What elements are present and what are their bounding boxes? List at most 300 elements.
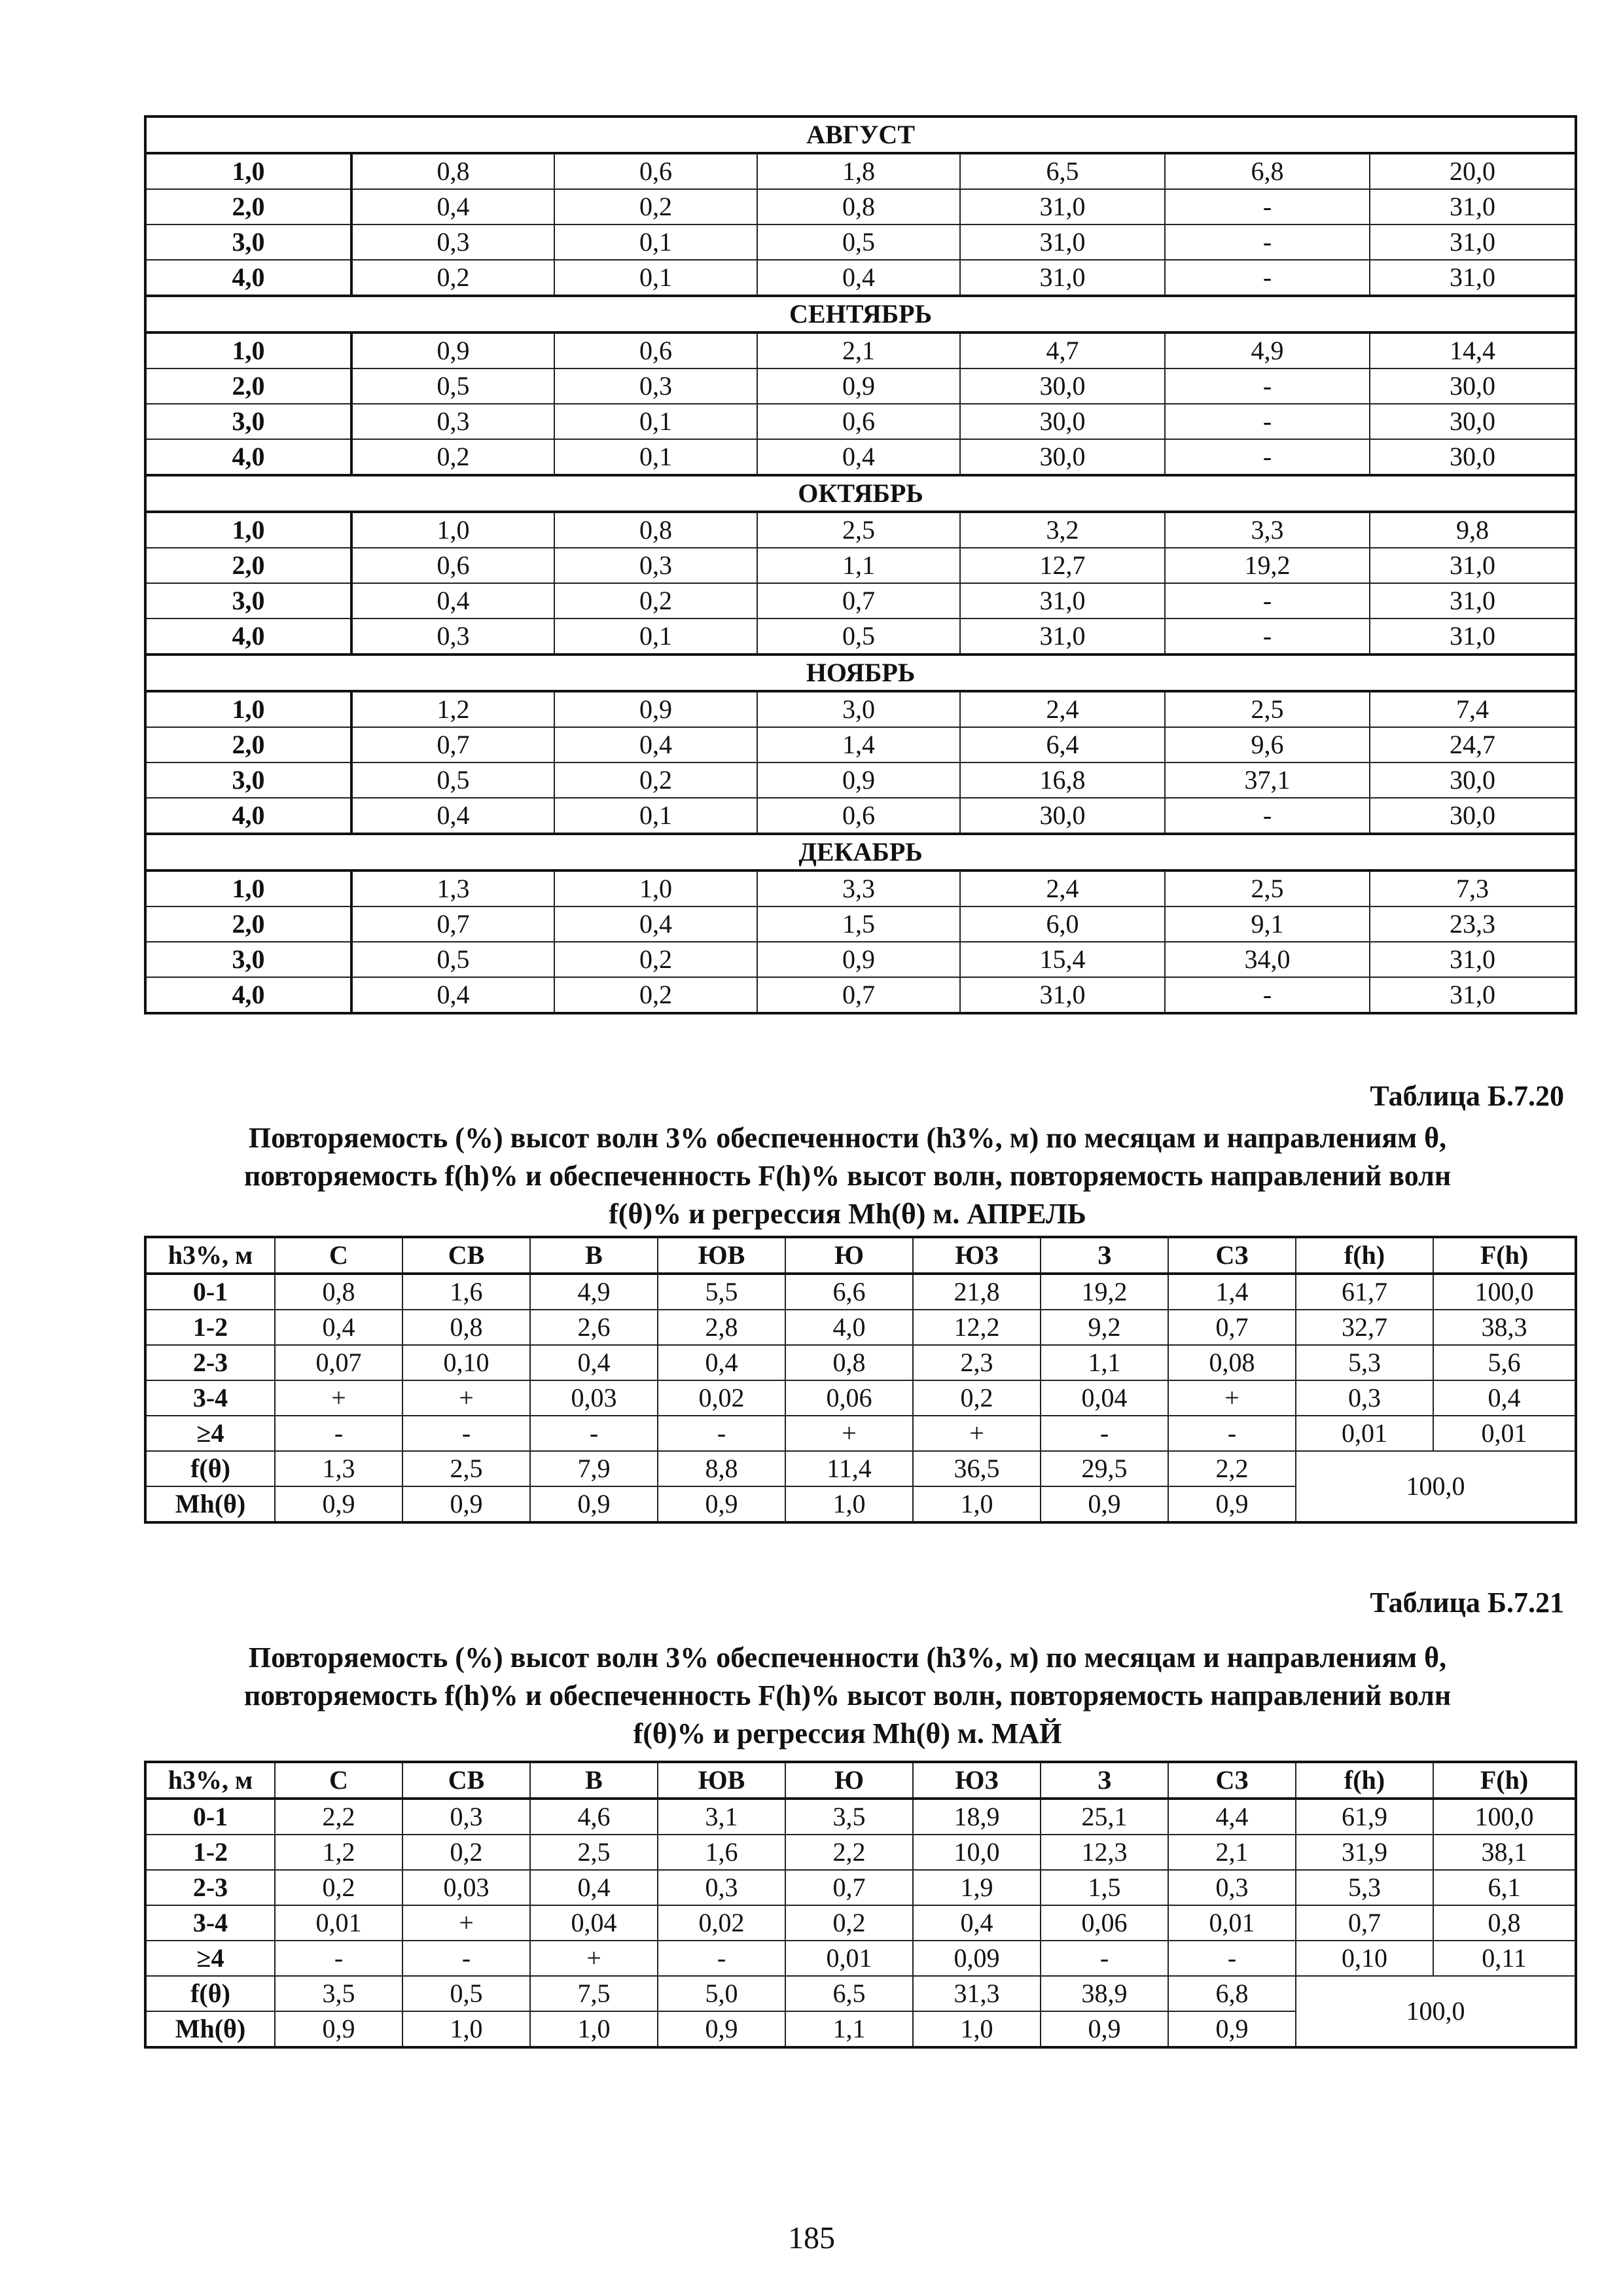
table-cell: 31,9: [1296, 1835, 1433, 1870]
table-cell: -: [1165, 224, 1370, 260]
table-cell: 1,0: [785, 1486, 913, 1522]
table-cell: 0,4: [275, 1310, 402, 1345]
table-cell: 0,8: [1433, 1905, 1576, 1941]
table-cell: 36,5: [913, 1451, 1041, 1486]
table-cell: 4,7: [960, 332, 1165, 368]
column-header: ЮВ: [658, 1237, 785, 1274]
table-cell: 5,6: [1433, 1345, 1576, 1380]
table-cell: 18,9: [913, 1799, 1041, 1835]
monthly-wave-table: [144, 115, 1577, 1014]
table-title-720-line2: повторяемость f(h)% и обеспеченность F(h)% высот волн, повторяемость направлений волн: [243, 1160, 1452, 1192]
table-title-720-line1: Повторяемость (%) высот волн 3% обеспеченности (h3%, м) по месяцам и направлениям θ,: [248, 1122, 1447, 1154]
table-cell: 38,1: [1433, 1835, 1576, 1870]
wave-table-april: [144, 1236, 1577, 1524]
table-cell: 1,2: [275, 1835, 402, 1870]
table-cell: 0,02: [658, 1380, 785, 1416]
table-cell: 0,5: [757, 619, 960, 655]
table-cell: 12,7: [960, 548, 1165, 583]
table-cell: 2,1: [757, 332, 960, 368]
table-cell: 1,8: [757, 153, 960, 189]
table-number-721: Таблица Б.7.21: [1370, 1587, 1564, 1619]
table-cell: 0,9: [351, 332, 554, 368]
table-cell: 30,0: [1370, 404, 1576, 439]
table-cell: +: [402, 1380, 530, 1416]
table-cell: 1,0: [145, 153, 351, 189]
table-cell: 30,0: [960, 798, 1165, 834]
table-cell: 1,0: [913, 1486, 1041, 1522]
table-cell: 0,2: [554, 583, 757, 619]
table-row: [145, 224, 1576, 260]
table-cell: -: [1165, 260, 1370, 296]
row-header: 2-3: [145, 1345, 275, 1380]
table-row: [145, 512, 1576, 548]
table-cell: 4,0: [785, 1310, 913, 1345]
table-cell: 31,0: [960, 583, 1165, 619]
table-cell: 0,06: [1041, 1905, 1168, 1941]
table-cell: 2,0: [145, 368, 351, 404]
total-cell: 100,0: [1296, 1451, 1576, 1522]
table-cell: 31,0: [1370, 548, 1576, 583]
table-cell: 1,1: [1041, 1345, 1168, 1380]
table-row: [145, 977, 1576, 1013]
table-cell: 0,2: [554, 977, 757, 1013]
column-header: СЗ: [1168, 1237, 1296, 1274]
column-header: СВ: [402, 1237, 530, 1274]
column-header: В: [530, 1237, 658, 1274]
table-cell: 0,3: [658, 1870, 785, 1905]
table-cell: -: [275, 1941, 402, 1976]
table-cell: 0,1: [554, 798, 757, 834]
table-title-721-line3: f(θ)% и регрессия Mh(θ) м. МАЙ: [633, 1717, 1062, 1749]
table-cell: 1,3: [275, 1451, 402, 1486]
table-row: [145, 1870, 1576, 1905]
table-cell: 5,5: [658, 1274, 785, 1310]
header-row: [145, 1762, 1576, 1799]
table-cell: 23,3: [1370, 906, 1576, 942]
table-cell: 4,0: [145, 798, 351, 834]
table-cell: 31,3: [913, 1976, 1041, 2011]
column-header: В: [530, 1762, 658, 1799]
table-cell: 0,2: [554, 189, 757, 224]
table-cell: 0,1: [554, 619, 757, 655]
table-cell: 0,2: [554, 762, 757, 798]
table-cell: 0,2: [785, 1905, 913, 1941]
table-cell: 32,7: [1296, 1310, 1433, 1345]
table-cell: 0,01: [1296, 1416, 1433, 1451]
table-row: [145, 691, 1576, 727]
month-title: АВГУСТ: [145, 117, 1576, 153]
table-cell: 0,9: [658, 2011, 785, 2047]
table-cell: 0,9: [757, 762, 960, 798]
table-cell: 9,8: [1370, 512, 1576, 548]
table-cell: 0,02: [658, 1905, 785, 1941]
table-cell: 3,0: [145, 404, 351, 439]
table-cell: 1,4: [1168, 1274, 1296, 1310]
table-cell: 0,01: [275, 1905, 402, 1941]
table-cell: 1,0: [554, 870, 757, 906]
table-cell: 4,6: [530, 1799, 658, 1835]
table-row: [145, 1380, 1576, 1416]
table-cell: 0,1: [554, 224, 757, 260]
table-cell: 8,8: [658, 1451, 785, 1486]
table-cell: 0,9: [1168, 2011, 1296, 2047]
column-header: ЮВ: [658, 1762, 785, 1799]
table-cell: 31,0: [960, 224, 1165, 260]
table-cell: 1,6: [402, 1274, 530, 1310]
table-cell: 0,4: [658, 1345, 785, 1380]
table-cell: 31,0: [1370, 224, 1576, 260]
table-cell: 24,7: [1370, 727, 1576, 762]
table-cell: 0,1: [554, 404, 757, 439]
table-cell: +: [913, 1416, 1041, 1451]
table-cell: -: [1168, 1416, 1296, 1451]
table-cell: 1,0: [145, 691, 351, 727]
table-cell: 5,3: [1296, 1345, 1433, 1380]
page-number: 185: [788, 2221, 835, 2255]
table-cell: 6,8: [1168, 1976, 1296, 2011]
table-cell: 0,3: [402, 1799, 530, 1835]
table-row: [145, 619, 1576, 655]
table-cell: 0,5: [351, 942, 554, 977]
table-cell: 12,2: [913, 1310, 1041, 1345]
row-header: Mh(θ): [145, 2011, 275, 2047]
table-cell: 11,4: [785, 1451, 913, 1486]
table-cell: 1,0: [145, 332, 351, 368]
table-cell: 0,7: [785, 1870, 913, 1905]
table-cell: 15,4: [960, 942, 1165, 977]
table-cell: 2,0: [145, 906, 351, 942]
table-number-720: Таблица Б.7.20: [1370, 1080, 1564, 1112]
table-cell: 61,9: [1296, 1799, 1433, 1835]
table-cell: 0,8: [757, 189, 960, 224]
table-cell: 0,07: [275, 1345, 402, 1380]
table-cell: 19,2: [1165, 548, 1370, 583]
table-cell: 0,4: [757, 439, 960, 475]
column-header: Ю: [785, 1762, 913, 1799]
table-row: [145, 1835, 1576, 1870]
month-header-row: [145, 834, 1576, 870]
table-cell: 2,5: [1165, 870, 1370, 906]
table-cell: 1,0: [530, 2011, 658, 2047]
table-cell: 0,10: [1296, 1941, 1433, 1976]
row-header: 0-1: [145, 1799, 275, 1835]
row-header: 3-4: [145, 1905, 275, 1941]
table-cell: 0,2: [275, 1870, 402, 1905]
table-cell: 3,0: [757, 691, 960, 727]
table-cell: 0,2: [351, 439, 554, 475]
table-cell: 2,2: [785, 1835, 913, 1870]
table-cell: 2,1: [1168, 1835, 1296, 1870]
table-cell: 0,3: [351, 404, 554, 439]
table-cell: 0,4: [351, 977, 554, 1013]
table-cell: 3,0: [145, 583, 351, 619]
table-cell: 1,4: [757, 727, 960, 762]
table-cell: 0,2: [402, 1835, 530, 1870]
table-cell: 0,8: [402, 1310, 530, 1345]
table-cell: 0,4: [913, 1905, 1041, 1941]
table-cell: -: [1165, 619, 1370, 655]
table-cell: 31,0: [1370, 619, 1576, 655]
table-cell: 4,0: [145, 260, 351, 296]
table-cell: 9,1: [1165, 906, 1370, 942]
table-cell: 1,3: [351, 870, 554, 906]
column-header: F(h): [1433, 1762, 1576, 1799]
table-cell: 0,6: [757, 404, 960, 439]
table-cell: 1,0: [351, 512, 554, 548]
table-cell: 0,03: [402, 1870, 530, 1905]
table-cell: 0,6: [351, 548, 554, 583]
table-row: [145, 1905, 1576, 1941]
column-header: Ю: [785, 1237, 913, 1274]
table-cell: -: [1165, 977, 1370, 1013]
table-row: [145, 870, 1576, 906]
table-cell: 0,2: [351, 260, 554, 296]
column-header: С: [275, 1762, 402, 1799]
table-cell: 31,0: [1370, 942, 1576, 977]
table-cell: 0,6: [554, 153, 757, 189]
table-cell: 0,04: [530, 1905, 658, 1941]
table-cell: -: [402, 1416, 530, 1451]
table-row: [145, 1274, 1576, 1310]
table-cell: 0,7: [351, 727, 554, 762]
table-cell: 1,0: [145, 512, 351, 548]
table-title-720-line3: f(θ)% и регрессия Mh(θ) м. АПРЕЛЬ: [609, 1198, 1086, 1230]
table-cell: 25,1: [1041, 1799, 1168, 1835]
table-cell: 29,5: [1041, 1451, 1168, 1486]
total-cell: 100,0: [1296, 1976, 1576, 2047]
table-cell: 34,0: [1165, 942, 1370, 977]
table-row: [145, 153, 1576, 189]
table-cell: -: [1165, 368, 1370, 404]
table-cell: 9,6: [1165, 727, 1370, 762]
row-header: 3-4: [145, 1380, 275, 1416]
table-cell: 6,4: [960, 727, 1165, 762]
table-cell: 30,0: [960, 439, 1165, 475]
table-cell: 31,0: [960, 619, 1165, 655]
table-cell: 2,5: [530, 1835, 658, 1870]
table-cell: 0,4: [530, 1870, 658, 1905]
table-row: [145, 332, 1576, 368]
row-header: f(θ): [145, 1451, 275, 1486]
table-cell: 0,4: [554, 727, 757, 762]
table-cell: 21,8: [913, 1274, 1041, 1310]
table-row: [145, 189, 1576, 224]
table-row: [145, 1941, 1576, 1976]
table-cell: 2,8: [658, 1310, 785, 1345]
f-theta-row: [145, 1451, 1576, 1486]
table-cell: +: [402, 1905, 530, 1941]
table-cell: 7,3: [1370, 870, 1576, 906]
table-cell: 7,5: [530, 1976, 658, 2011]
table-cell: 3,1: [658, 1799, 785, 1835]
column-header: С: [275, 1237, 402, 1274]
table-cell: 0,4: [351, 798, 554, 834]
table-row: [145, 260, 1576, 296]
table-cell: 0,4: [1433, 1380, 1576, 1416]
table-cell: 0,06: [785, 1380, 913, 1416]
table-row: [145, 1416, 1576, 1451]
table-cell: +: [275, 1380, 402, 1416]
table-cell: 37,1: [1165, 762, 1370, 798]
table-cell: 30,0: [1370, 798, 1576, 834]
table-cell: 0,3: [554, 548, 757, 583]
row-header: Mh(θ): [145, 1486, 275, 1522]
table-cell: 100,0: [1433, 1799, 1576, 1835]
table-cell: +: [785, 1416, 913, 1451]
table-cell: 6,6: [785, 1274, 913, 1310]
table-cell: 4,0: [145, 619, 351, 655]
table-cell: 4,9: [530, 1274, 658, 1310]
table-cell: 0,9: [757, 368, 960, 404]
table-cell: 1,0: [402, 2011, 530, 2047]
table-cell: 0,5: [351, 762, 554, 798]
table-cell: +: [1168, 1380, 1296, 1416]
table-cell: 2,0: [145, 727, 351, 762]
table-cell: 0,7: [351, 906, 554, 942]
table-cell: 3,2: [960, 512, 1165, 548]
column-header: СЗ: [1168, 1762, 1296, 1799]
table-cell: -: [1165, 798, 1370, 834]
table-cell: 3,5: [785, 1799, 913, 1835]
column-header: З: [1041, 1237, 1168, 1274]
table-cell: 30,0: [1370, 439, 1576, 475]
month-header-row: [145, 296, 1576, 332]
table-cell: 31,0: [1370, 260, 1576, 296]
table-cell: 61,7: [1296, 1274, 1433, 1310]
table-cell: 0,01: [1433, 1416, 1576, 1451]
table-row: [145, 548, 1576, 583]
table-cell: 0,4: [530, 1345, 658, 1380]
table-cell: 0,4: [351, 189, 554, 224]
table-cell: 2,0: [145, 189, 351, 224]
table-cell: 0,7: [757, 977, 960, 1013]
table-cell: 5,0: [658, 1976, 785, 2011]
table-cell: 2,6: [530, 1310, 658, 1345]
table-cell: 0,3: [351, 224, 554, 260]
table-cell: 0,4: [757, 260, 960, 296]
table-cell: 0,7: [1296, 1905, 1433, 1941]
table-cell: 0,03: [530, 1380, 658, 1416]
row-header: 1-2: [145, 1310, 275, 1345]
table-cell: 0,4: [554, 906, 757, 942]
table-row: [145, 583, 1576, 619]
table-cell: 6,0: [960, 906, 1165, 942]
table-row: [145, 727, 1576, 762]
table-cell: 2,2: [1168, 1451, 1296, 1486]
row-header: f(θ): [145, 1976, 275, 2011]
table-cell: 0,4: [351, 583, 554, 619]
table-cell: 31,0: [960, 260, 1165, 296]
table-cell: 9,2: [1041, 1310, 1168, 1345]
table-cell: 2,0: [145, 548, 351, 583]
table-cell: 0,9: [1041, 2011, 1168, 2047]
table-row: [145, 368, 1576, 404]
column-header: f(h): [1296, 1762, 1433, 1799]
table-cell: 0,6: [757, 798, 960, 834]
table-cell: 30,0: [960, 404, 1165, 439]
table-cell: 31,0: [1370, 977, 1576, 1013]
month-header-row: [145, 655, 1576, 691]
table-cell: 0,9: [1168, 1486, 1296, 1522]
table-cell: 6,5: [785, 1976, 913, 2011]
column-header: h3%, м: [145, 1762, 275, 1799]
table-cell: 6,8: [1165, 153, 1370, 189]
row-header: ≥4: [145, 1941, 275, 1976]
table-cell: 0,04: [1041, 1380, 1168, 1416]
table-cell: -: [1168, 1941, 1296, 1976]
table-cell: 0,3: [351, 619, 554, 655]
month-title: СЕНТЯБРЬ: [145, 296, 1576, 332]
table-row: [145, 1345, 1576, 1380]
table-row: [145, 404, 1576, 439]
row-header: 0-1: [145, 1274, 275, 1310]
table-cell: 3,0: [145, 762, 351, 798]
table-cell: 0,01: [785, 1941, 913, 1976]
table-cell: 0,8: [275, 1274, 402, 1310]
table-cell: 0,5: [402, 1976, 530, 2011]
table-cell: 3,3: [1165, 512, 1370, 548]
table-cell: 0,3: [1296, 1380, 1433, 1416]
table-cell: 2,3: [913, 1345, 1041, 1380]
table-cell: 6,5: [960, 153, 1165, 189]
table-cell: 0,7: [1168, 1310, 1296, 1345]
month-header-row: [145, 117, 1576, 153]
table-cell: 16,8: [960, 762, 1165, 798]
table-cell: 2,5: [757, 512, 960, 548]
table-cell: -: [1165, 189, 1370, 224]
table-cell: 4,0: [145, 439, 351, 475]
table-cell: 31,0: [1370, 583, 1576, 619]
row-header: ≥4: [145, 1416, 275, 1451]
table-cell: 0,9: [658, 1486, 785, 1522]
table-cell: 0,3: [1168, 1870, 1296, 1905]
table-cell: 19,2: [1041, 1274, 1168, 1310]
table-cell: 0,01: [1168, 1905, 1296, 1941]
table-cell: -: [1041, 1416, 1168, 1451]
table-cell: 0,9: [1041, 1486, 1168, 1522]
row-header: 1-2: [145, 1835, 275, 1870]
table-cell: 38,9: [1041, 1976, 1168, 2011]
table-cell: 4,4: [1168, 1799, 1296, 1835]
table-cell: 12,3: [1041, 1835, 1168, 1870]
month-header-row: [145, 475, 1576, 512]
table-cell: 0,2: [913, 1380, 1041, 1416]
table-cell: 3,5: [275, 1976, 402, 2011]
table-cell: 3,0: [145, 942, 351, 977]
table-cell: 5,3: [1296, 1870, 1433, 1905]
table-cell: 1,1: [757, 548, 960, 583]
table-cell: -: [1165, 404, 1370, 439]
table-cell: 30,0: [1370, 762, 1576, 798]
table-cell: 0,8: [351, 153, 554, 189]
table-cell: 0,2: [554, 942, 757, 977]
table-cell: 1,6: [658, 1835, 785, 1870]
table-cell: -: [1165, 439, 1370, 475]
table-cell: 31,0: [960, 977, 1165, 1013]
table-cell: -: [658, 1416, 785, 1451]
table-cell: 0,9: [402, 1486, 530, 1522]
table-cell: 0,9: [530, 1486, 658, 1522]
column-header: h3%, м: [145, 1237, 275, 1274]
header-row: [145, 1237, 1576, 1274]
table-cell: 10,0: [913, 1835, 1041, 1870]
table-cell: 4,9: [1165, 332, 1370, 368]
month-title: НОЯБРЬ: [145, 655, 1576, 691]
table-cell: 20,0: [1370, 153, 1576, 189]
table-row: [145, 942, 1576, 977]
table-cell: 1,5: [757, 906, 960, 942]
table-cell: 0,9: [554, 691, 757, 727]
